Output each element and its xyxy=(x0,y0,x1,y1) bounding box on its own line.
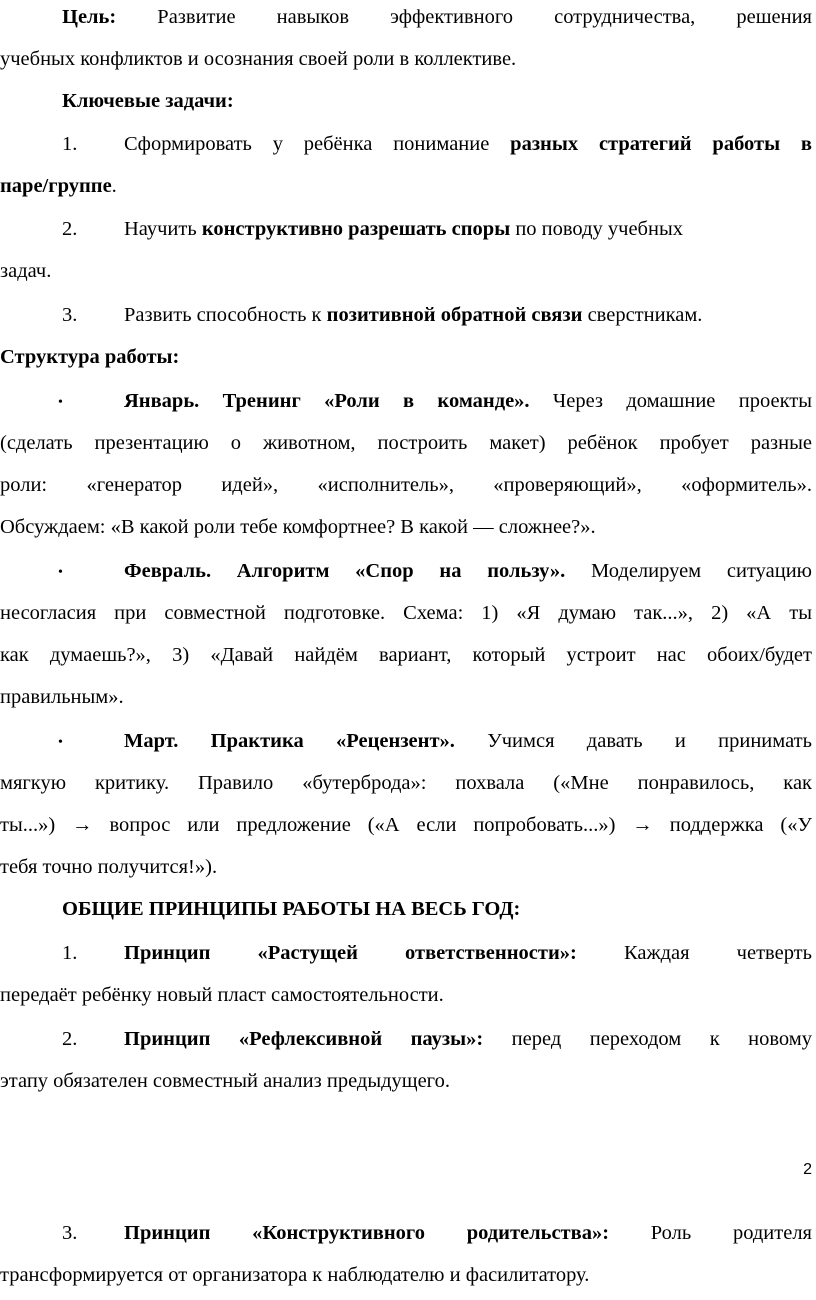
goal-label: Цель: xyxy=(62,6,117,28)
principle-1-line-1 xyxy=(124,940,812,966)
task-2-bold: конструктивно разрешать споры xyxy=(201,218,511,240)
principle-2-title: Принцип «Рефлексивной паузы»: xyxy=(124,1028,484,1050)
task-1-bold: разных стратегий работы в xyxy=(510,133,813,155)
principle-1-line-2: передаёт ребёнку новый пласт самостоятельности. xyxy=(0,984,444,1006)
principle-2-line-2: этапу обязателен совместный анализ предыдущего. xyxy=(0,1070,450,1092)
task-2-line-1 xyxy=(124,216,812,242)
principle-1-number: 1. xyxy=(62,942,78,964)
task-1-bold-2: паре/группе xyxy=(0,175,112,197)
bullet-2-line-3: как думаешь?», 3) «Давай найдём вариант, который устроит нас обоих/будет xyxy=(0,644,812,666)
task-3-text: Развить способность к xyxy=(124,304,327,326)
bullet-marker-2: • xyxy=(58,565,63,580)
task-3-number: 3. xyxy=(62,304,78,326)
task-2-after: по поводу учебных xyxy=(510,218,683,240)
page-number: 2 xyxy=(803,1161,812,1178)
bullet-2-title: Февраль. Алгоритм «Спор на пользу». xyxy=(124,560,566,582)
principle-3-line-1 xyxy=(124,1220,812,1246)
bullet-1-line-1 xyxy=(124,388,812,414)
bullet-1-line-3: роли: «генератор идей», «исполнитель», «проверяющий», «оформитель». xyxy=(0,474,812,496)
bullet-marker-3: • xyxy=(58,735,63,750)
bullet-3-title: Март. Практика «Рецензент». xyxy=(124,730,455,752)
principle-3-number: 3. xyxy=(62,1222,78,1244)
bullet-1-line-4: Обсуждаем: «В какой роли тебе комфортнее? В какой — сложнее?». xyxy=(0,516,596,538)
bullet-marker-1: • xyxy=(58,395,63,410)
principle-1-title: Принцип «Растущей ответственности»: xyxy=(124,942,577,964)
goal-line-2: учебных конфликтов и осознания своей роли в коллективе. xyxy=(0,48,517,70)
principle-3-text: Роль родителя xyxy=(609,1222,812,1244)
bullet-2-line-2: несогласия при совместной подготовке. Схема: 1) «Я думаю так...», 2) «А ты xyxy=(0,602,812,624)
bullet-2-text: Моделируем ситуацию xyxy=(565,560,812,582)
bullet-3-line-4: тебя точно получится!»). xyxy=(0,856,218,878)
task-2-text: Научить xyxy=(124,218,202,240)
principle-2-text: перед переходом к новому xyxy=(483,1028,813,1050)
bullet-2-line-4: правильным». xyxy=(0,686,124,708)
bullet-3-line-2: мягкую критику. Правило «бутерброда»: похвала («Мне понравилось, как xyxy=(0,772,812,794)
task-2-line-2: задач. xyxy=(0,260,52,282)
task-1-text: Сформировать у ребёнка понимание xyxy=(124,133,511,155)
principles-heading: ОБЩИЕ ПРИНЦИПЫ РАБОТЫ НА ВЕСЬ ГОД: xyxy=(62,898,521,920)
structure-heading: Структура работы: xyxy=(0,346,180,368)
bullet-3-text: Учимся давать и принимать xyxy=(454,730,812,752)
task-2-number: 2. xyxy=(62,218,78,240)
task-3-after: сверстникам. xyxy=(582,304,703,326)
principle-2-line-1 xyxy=(124,1026,812,1052)
bullet-1-line-2: (сделать презентацию о животном, построить макет) ребёнок пробует разные xyxy=(0,432,812,454)
bullet-1-text: Через домашние проекты xyxy=(529,390,812,412)
goal-text-1: Развитие навыков эффективного сотрудничества, решения xyxy=(116,6,812,28)
bullet-3-line-3: ты...») → вопрос или предложение («А если попробовать...») → поддержка («У xyxy=(0,814,812,836)
goal-line-1 xyxy=(0,4,812,30)
bullet-1-title: Январь. Тренинг «Роли в команде». xyxy=(124,390,530,412)
bullet-3-line-1 xyxy=(124,728,812,754)
principle-2-number: 2. xyxy=(62,1028,78,1050)
principle-1-text: Каждая четверть xyxy=(576,942,812,964)
task-1-line-2 xyxy=(0,173,812,199)
task-1-line-1 xyxy=(124,131,812,157)
principle-3-line-2: трансформируется от организатора к наблюдателю и фасилитатору. xyxy=(0,1264,590,1286)
task-1-number: 1. xyxy=(62,133,78,155)
task-3-bold: позитивной обратной связи xyxy=(326,304,583,326)
bullet-2-line-1 xyxy=(124,558,812,584)
task-3-line-1 xyxy=(124,302,812,328)
task-1-after: . xyxy=(111,175,117,197)
principle-3-title: Принцип «Конструктивного родительства»: xyxy=(124,1222,610,1244)
key-tasks-heading: Ключевые задачи: xyxy=(62,90,234,112)
